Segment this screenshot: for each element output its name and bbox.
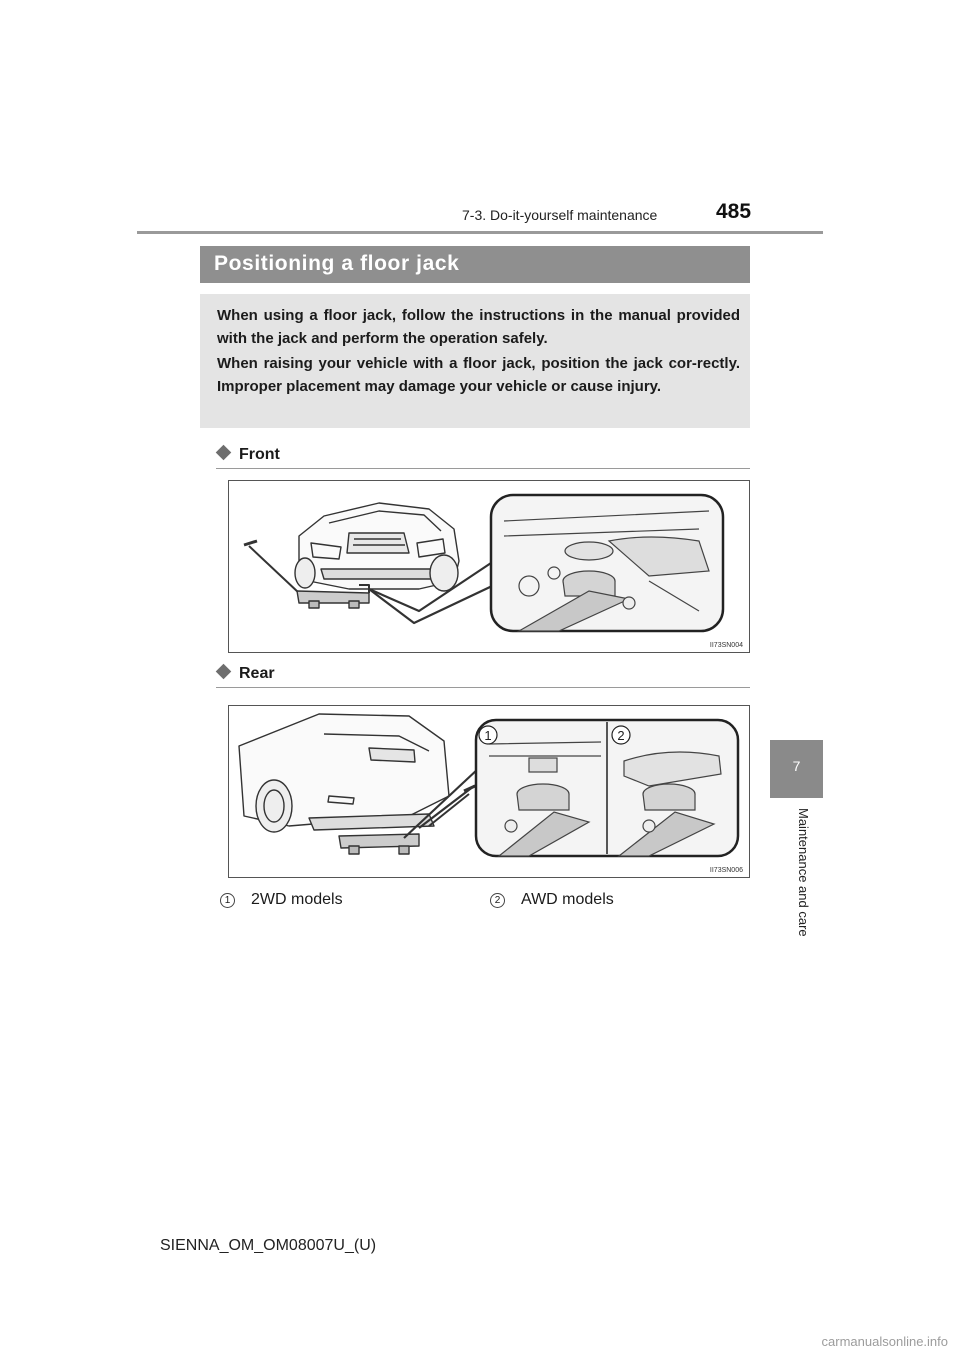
chapter-tab: [770, 740, 823, 798]
chapter-number: 7: [792, 758, 801, 774]
caption-number-1: 1: [220, 893, 235, 908]
rear-jack-illustration: [228, 705, 750, 878]
page-title-bar: [200, 246, 750, 283]
page-number: 485: [716, 200, 752, 223]
rear-heading: [218, 665, 275, 683]
intro-box: [200, 294, 750, 428]
caption-2wd: [220, 891, 343, 909]
caption-awd: [490, 891, 614, 909]
section-reference: 7-3. Do-it-yourself maintenance: [462, 207, 658, 223]
header-rule: [137, 231, 823, 234]
rear-figure-code: II73SN006: [709, 867, 743, 874]
front-jack-illustration: [228, 480, 750, 653]
front-heading: [218, 446, 280, 464]
rear-heading-label: Rear: [239, 665, 275, 682]
watermark: carmanualsonline.info: [821, 1334, 948, 1349]
page-title: Positioning a floor jack: [214, 252, 460, 275]
caption-label-1: 2WD models: [251, 891, 343, 908]
chapter-title: Maintenance and care: [796, 808, 811, 937]
callout-1: 1: [484, 728, 492, 743]
diamond-bullet-icon: [216, 445, 232, 461]
intro-paragraph-1: When using a floor jack, follow the instructions in the manual provided with the jack and perform the operation safely.: [217, 307, 740, 347]
front-jack-drawing: [229, 481, 749, 652]
caption-number-2: 2: [490, 893, 505, 908]
intro-paragraph-2: When raising your vehicle with a floor jack, position the jack cor-rectly. Improper placement may damage your vehicle or cause injury.: [217, 355, 740, 395]
callout-2: 2: [617, 728, 625, 743]
rear-heading-rule: [216, 687, 750, 688]
diamond-bullet-icon: [216, 664, 232, 680]
chapter-title-vertical: [770, 808, 823, 958]
front-heading-label: Front: [239, 446, 280, 463]
document-code: SIENNA_OM_OM08007U_(U): [160, 1237, 377, 1254]
front-figure-code: II73SN004: [709, 642, 743, 649]
front-heading-rule: [216, 468, 750, 469]
rear-jack-drawing: [229, 706, 749, 877]
caption-label-2: AWD models: [521, 891, 614, 908]
